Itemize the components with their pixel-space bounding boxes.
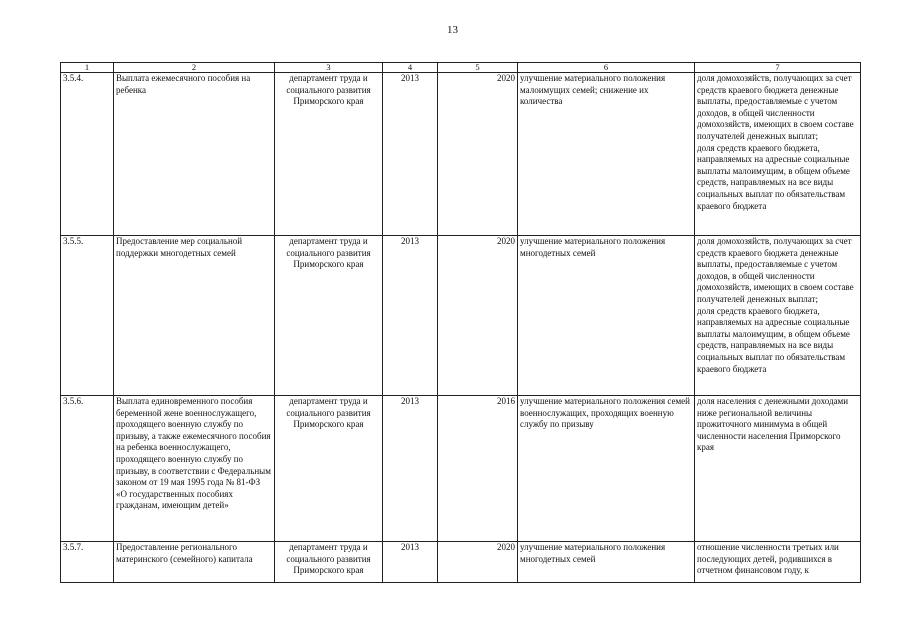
end-year-cell: 2020 [438,236,518,396]
measures-table [60,62,861,583]
expected-result-cell: улучшение материального положения семей военнослужащих, проходящих военную службу по призыву [518,396,695,542]
end-year-cell: 2016 [438,396,518,542]
column-header-1: 1 [61,63,114,73]
column-header-3: 3 [275,63,383,73]
measure-name-cell: Предоставление мер социальной поддержки многодетных семей [114,236,275,396]
indicator-cell: доля домохозяйств, получающих за счет средств краевого бюджета денежные выплаты, предоставляемые с учетом доходов, в общей численности домохозяйств, имеющих в своем составе получателей денежных выплат; доля средств краевого бюджета, направляемых на адресные социальные выплаты малоимущим, в общем объеме средств, направляемых на все виды социальных выплат по обязательствам краевого бюджета [695,236,861,396]
table-row [61,73,861,236]
start-year-cell: 2013 [383,542,438,583]
responsible-cell: департамент труда и социального развития Приморского края [275,73,383,236]
measure-name-cell: Выплата ежемесячного пособия на ребенка [114,73,275,236]
indicator-cell: доля населения с денежными доходами ниже региональной величины прожиточного минимума в общей численности населения Приморского края [695,396,861,542]
end-year-cell: 2020 [438,542,518,583]
expected-result-cell: улучшение материального положения малоимущих семей; снижение их количества [518,73,695,236]
expected-result-cell: улучшение материального положения многодетных семей [518,542,695,583]
start-year-cell: 2013 [383,73,438,236]
column-header-4: 4 [383,63,438,73]
start-year-cell: 2013 [383,236,438,396]
measure-name-cell: Предоставление регионального материнского (семейного) капитала [114,542,275,583]
expected-result-cell: улучшение материального положения многодетных семей [518,236,695,396]
responsible-cell: департамент труда и социального развития Приморского края [275,396,383,542]
indicator-cell: доля домохозяйств, получающих за счет средств краевого бюджета денежные выплаты, предоставляемые с учетом доходов, в общей численности домохозяйств, имеющих в своем составе получателей денежных выплат; доля средств краевого бюджета, направляемых на адресные социальные выплаты малоимущим, в общем объеме средств, направляемых на все виды социальных выплат по обязательствам краевого бюджета [695,73,861,236]
responsible-cell: департамент труда и социального развития Приморского края [275,542,383,583]
page-number: 13 [447,24,458,36]
end-year-cell: 2020 [438,73,518,236]
responsible-cell: департамент труда и социального развития Приморского края [275,236,383,396]
row-number-cell: 3.5.6. [61,396,114,542]
row-number-cell: 3.5.5. [61,236,114,396]
measure-name-cell: Выплата единовременного пособия беременной жене военнослужащего, проходящего военную службу по призыву, а также ежемесячного пособия на ребенка военнослужащего, проходящего военную службу по призыву, в соответствии с Федеральным законом от 19 мая 1995 года № 81-ФЗ «О государственных пособиях гражданам, имеющим детей» [114,396,275,542]
row-number-cell: 3.5.7. [61,542,114,583]
column-header-6: 6 [518,63,695,73]
indicator-cell: отношение численности третьих или последующих детей, родившихся в отчетном финансовом году, к [695,542,861,583]
table-row [61,396,861,542]
row-number-cell: 3.5.4. [61,73,114,236]
column-header-2: 2 [114,63,275,73]
table-row [61,236,861,396]
header-row [61,63,861,73]
table-row [61,542,861,583]
column-header-5: 5 [438,63,518,73]
start-year-cell: 2013 [383,396,438,542]
column-header-7: 7 [695,63,861,73]
